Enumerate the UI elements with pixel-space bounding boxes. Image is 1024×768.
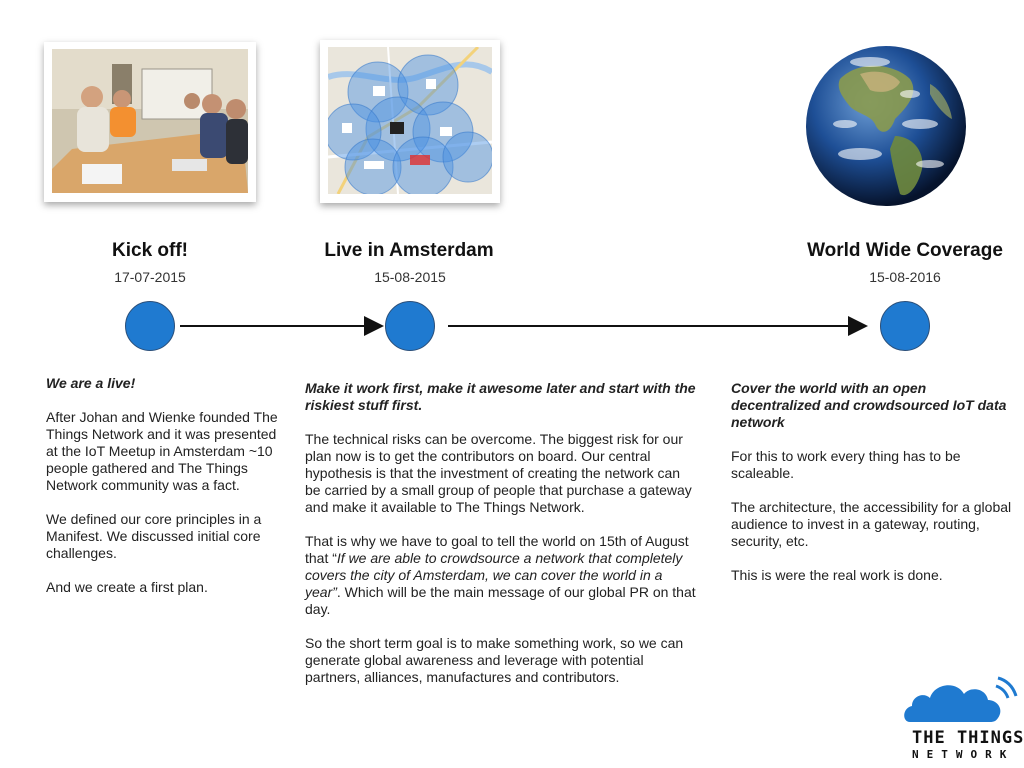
cloud-signal-icon bbox=[900, 670, 1022, 726]
amsterdam-description bbox=[305, 380, 697, 703]
worldwide-description bbox=[731, 380, 1013, 601]
amsterdam-paragraph: So the short term goal is to make something work, so we can generate global awareness and leverage with potential partners, alliances, manufactures and contributors. bbox=[305, 635, 684, 685]
worldwide-paragraph: For this to work every thing has to be scaleable. bbox=[731, 448, 961, 481]
amsterdam-map-frame bbox=[320, 40, 500, 203]
amsterdam-coverage-map bbox=[328, 47, 492, 194]
kickoff-paragraph: We defined our core principles in a Manifest. We discussed initial core challenges. bbox=[46, 511, 262, 561]
milestone-date-kickoff: 17-07-2015 bbox=[114, 269, 186, 285]
worldwide-paragraph: The architecture, the accessibility for a global audience to invest in a gateway, routing, security, etc. bbox=[731, 499, 1012, 549]
amsterdam-lead: Make it work first, make it awesome later and start with the riskiest stuff first. bbox=[305, 380, 696, 413]
milestone-title-worldwide: World Wide Coverage bbox=[807, 240, 1003, 261]
team-meeting-photo bbox=[52, 49, 248, 193]
quote-after: . Which will be the main message of our global PR on that day. bbox=[305, 584, 696, 617]
quote-text: If we are able to crowdsource a network that completely covers the city of Amsterdam, we can cover the world in a year” bbox=[305, 550, 683, 600]
earth-globe bbox=[800, 24, 970, 224]
milestone-title-kickoff: Kick off! bbox=[112, 240, 188, 261]
logo-text-line1: THE THINGS bbox=[912, 728, 1024, 748]
quote-before: That is why we have to goal to tell the world on 15th of August that “ bbox=[305, 533, 689, 566]
logo-text-line2: NETWORK bbox=[912, 748, 1015, 761]
worldwide-paragraph: This is were the real work is done. bbox=[731, 567, 943, 583]
milestone-title-amsterdam: Live in Amsterdam bbox=[324, 240, 494, 261]
the-things-network-logo bbox=[900, 670, 1022, 762]
kickoff-lead: We are a live! bbox=[46, 375, 136, 391]
timeline-arrows bbox=[0, 316, 1024, 336]
kickoff-paragraph: After Johan and Wienke founded The Things Network and it was presented at the IoT Meetup in Amsterdam ~10 people gathered and The Things Network community was a fact. bbox=[46, 409, 278, 493]
amsterdam-quote-paragraph bbox=[305, 533, 697, 618]
amsterdam-paragraph: The technical risks can be overcome. The biggest risk for our plan now is to get the contributors on board. Our central hypothesis is that the investment of creating the network can be carried by a small group of people that purchase a gateway and make it available to The Things Network. bbox=[305, 431, 692, 515]
worldwide-lead: Cover the world with an open decentralized and crowdsourced IoT data network bbox=[731, 380, 1007, 430]
milestone-date-worldwide: 15-08-2016 bbox=[869, 269, 941, 285]
kickoff-photo-frame bbox=[44, 42, 256, 202]
kickoff-paragraph: And we create a first plan. bbox=[46, 579, 208, 595]
kickoff-description bbox=[46, 375, 286, 613]
milestone-date-amsterdam: 15-08-2015 bbox=[374, 269, 446, 285]
